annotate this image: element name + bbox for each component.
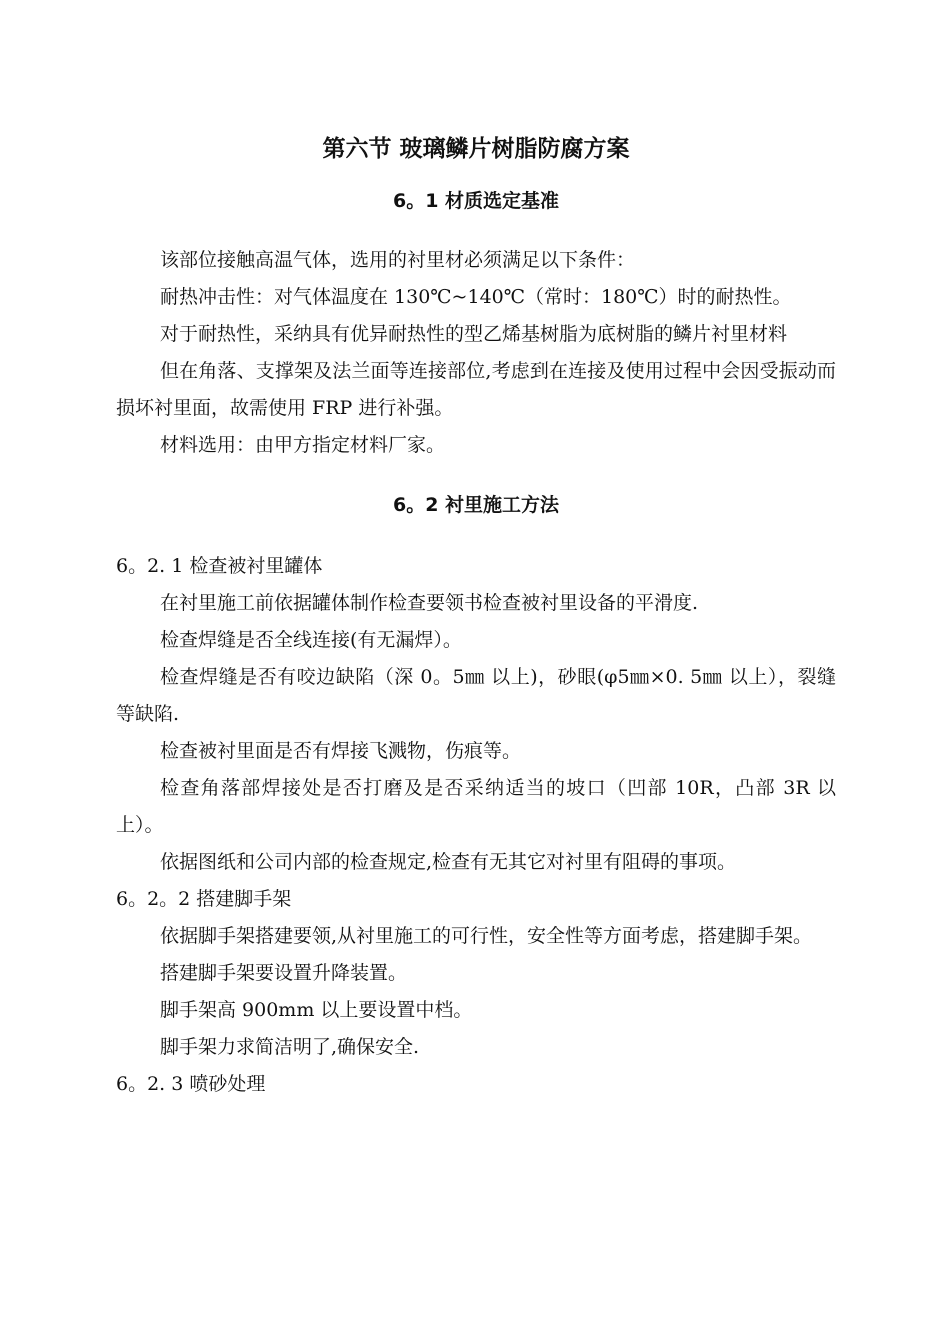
paragraph: 检查角落部焊接处是否打磨及是否采纳适当的坡口（凹部 10R，凸部 3R 以上）。: [116, 777, 836, 836]
paragraph: 脚手架高 900mm 以上要设置中档。: [160, 999, 473, 1021]
paragraph: 耐热冲击性：对气体温度在 130℃~140℃（常时：180℃）时的耐热性。: [160, 286, 792, 308]
paragraph: 对于耐热性，采纳具有优异耐热性的型乙烯基树脂为底树脂的鳞片衬里材料: [160, 323, 788, 345]
paragraph: 搭建脚手架要设置升降装置。: [160, 962, 408, 984]
paragraph: 检查焊缝是否有咬边缺陷（深 0。5㎜ 以上)，砂眼(φ5㎜×0. 5㎜ 以上），裂缝等缺陷.: [116, 666, 836, 725]
paragraph: 但在角落、支撑架及法兰面等连接部位,考虑到在连接及使用过程中会因受振动而损坏衬里面，故需使用 FRP 进行补强。: [116, 360, 836, 419]
subsection-heading-6-2-1: 6。2. 1 检查被衬里罐体: [116, 555, 323, 577]
page-title: 第六节 玻璃鳞片树脂防腐方案: [322, 136, 630, 162]
paragraph: 材料选用：由甲方指定材料厂家。: [160, 434, 446, 456]
paragraph: 该部位接触高温气体，选用的衬里材必须满足以下条件：: [160, 249, 636, 271]
section-heading-6-2: 6。2 衬里施工方法: [392, 494, 560, 516]
document-body: [116, 130, 836, 1103]
subsection-heading-6-2-3: 6。2. 3 喷砂处理: [116, 1073, 266, 1095]
subsection-heading-6-2-2: 6。2。2 搭建脚手架: [116, 888, 292, 910]
paragraph: 在衬里施工前依据罐体制作检查要领书检查被衬里设备的平滑度.: [160, 592, 699, 614]
paragraph: 检查被衬里面是否有焊接飞溅物，伤痕等。: [160, 740, 522, 762]
section-heading-6-1: 6。1 材质选定基准: [392, 190, 560, 212]
paragraph: 检查焊缝是否全线连接(有无漏焊）。: [160, 629, 462, 651]
paragraph: 依据脚手架搭建要领,从衬里施工的可行性，安全性等方面考虑，搭建脚手架。: [160, 925, 813, 947]
paragraph: 脚手架力求简洁明了,确保安全.: [160, 1036, 420, 1058]
paragraph: 依据图纸和公司内部的检查规定,检查有无其它对衬里有阻碍的事项。: [160, 851, 737, 873]
